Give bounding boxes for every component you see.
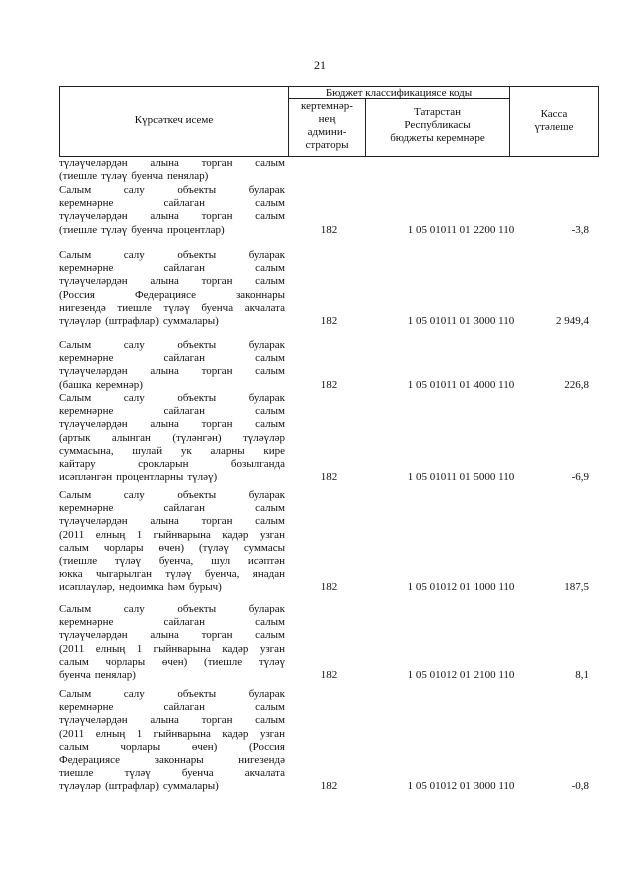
description-line: Салым салу объекты буларак [59,489,285,501]
admin-code: 182 [320,223,338,236]
description-line: керемнәрне сайлаган салым [59,616,285,629]
table-row [59,489,599,595]
admin-code: 182 [320,378,338,391]
description-line: түләүчеләрдән алына торган салым [59,714,285,727]
description-line: түләүчеләрдән алына торган салым [59,157,285,169]
table-right-border [598,86,599,157]
description-line: керемнәрне сайлаган салым [59,701,285,714]
description-line: буенча пенялар) [59,669,136,682]
cash-execution-amount: -6,9 [571,471,589,484]
description-line: кайтару срокларын бозылганда [59,458,285,471]
row-description [59,249,285,328]
row-description [59,339,285,392]
description-line: суммасына, шулай ук аларны кире [59,444,285,457]
row-description [59,688,285,794]
cash-execution-amount: 187,5 [564,581,589,594]
description-line: юкка чыгарылган түләү буенча, янадан [59,568,285,581]
description-line: (тиешле түләү буенча процентлар) [59,223,225,236]
admin-code: 182 [320,314,338,327]
cash-execution-amount: 226,8 [564,378,589,391]
table-row [59,392,599,484]
description-line: (тиешле түләү буенча пенялар) [59,170,209,183]
row-description [59,157,285,183]
budget-classification-code: 1 05 01011 01 4000 110 [407,378,515,391]
table-row [59,603,599,682]
description-line: Салым салу объекты буларак [59,392,285,404]
cash-column-header: Касса үтәлеше [534,108,574,133]
description-line: керемнәрне сайлаган салым [59,405,285,418]
budget-classification-code: 1 05 01011 01 5000 110 [407,471,515,484]
table-row [59,688,599,794]
description-line: керемнәрне сайлаган салым [59,352,285,365]
description-line: исәпләнгән процентларны түләү) [59,471,218,484]
description-line: керемнәрне сайлаган салым [59,262,285,275]
description-line: (тиешле түләү буенча, шул исәптән [59,555,285,568]
description-line: салым чорлары өчен) (түләү суммасы [59,541,285,554]
page-number: 21 [314,58,326,72]
budget-classification-code: 1 05 01012 01 2100 110 [407,668,515,681]
description-line: түләүләр (штрафлар) суммалары) [59,780,219,793]
description-line: тиешле түләү буенча акчалата [59,767,285,780]
description-line: (2011 елның 1 гыйнварына кадәр узган [59,528,285,541]
description-line: исәплаүләр, недоимка һәм бурыч) [59,581,222,594]
row-description [59,392,285,484]
description-line: Салым салу объекты буларак [59,339,285,351]
cash-execution-amount: 2 949,4 [556,314,589,327]
description-line: (2011 елның 1 гыйнварына кадәр узган [59,727,285,740]
description-line: (Россия Федерациясе законнары [59,288,285,301]
budget-classification-code: 1 05 01012 01 3000 110 [407,780,515,793]
row-description [59,603,285,682]
description-line: (башка керемнәр) [59,378,143,391]
budget-classification-code: 1 05 01011 01 3000 110 [407,314,515,327]
description-line: түләүчеләрдән алына торган салым [59,210,285,223]
description-line: (2011 елның 1 гыйнварына кадәр узган [59,642,285,655]
description-line: керемнәрне сайлаган салым [59,197,285,210]
row-description [59,184,285,237]
admin-code: 182 [320,471,338,484]
description-line: түләүчеләрдән алына торган салым [59,365,285,378]
cash-execution-amount: -0,8 [571,780,589,793]
admin-code: 182 [320,780,338,793]
table-row [59,249,599,328]
description-line: түләүчеләрдән алына торган салым [59,629,285,642]
table-row [59,184,599,237]
description-line: Салым салу объекты буларак [59,184,285,196]
budget-classification-code: 1 05 01012 01 1000 110 [407,581,515,594]
description-line: нигезендә тиешле түләү буенча акчалата [59,301,285,314]
budget-code-group-header: Бюджет классификациясе коды [325,87,473,99]
description-line: Федерациясе законнары нигезендә [59,754,285,767]
cash-execution-amount: 8,1 [575,668,589,681]
description-line: Салым салу объекты буларак [59,603,285,615]
admin-column-header: кертемнәр- нең админи- страторы [301,100,353,151]
row-description [59,489,285,595]
description-line: (артык алынган (түләнгән) түләүләр [59,431,285,444]
description-line: Салым салу объекты буларак [59,688,285,700]
admin-code: 182 [320,668,338,681]
budget-column-header: Татарстан Республикасы бюджеты керемнәре [390,106,485,144]
description-line: салым чорлары өчен) (тиешле түләү [59,655,285,668]
description-line: түләүләр (штрафлар) суммалары) [59,315,219,328]
description-line: Салым салу объекты буларак [59,249,285,261]
description-line: салым чорлары өчен) (Россия [59,740,285,753]
indicator-title-header: Күрсәткеч исеме [134,114,214,126]
admin-code: 182 [320,581,338,594]
budget-classification-code: 1 05 01011 01 2200 110 [407,223,515,236]
description-line: түләүчеләрдән алына торган салым [59,275,285,288]
table-row [59,157,599,183]
cash-execution-amount: -3,8 [571,223,589,236]
description-line: керемнәрне сайлаган салым [59,502,285,515]
table-row [59,339,599,392]
description-line: түләүчеләрдән алына торган салым [59,418,285,431]
description-line: түләүчеләрдән алына торган салым [59,515,285,528]
